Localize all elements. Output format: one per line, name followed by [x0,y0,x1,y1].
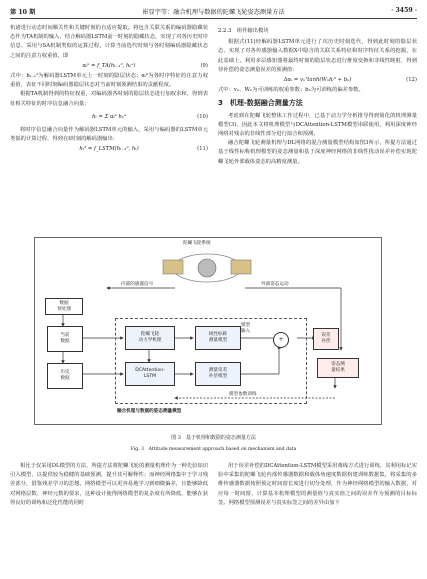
label-model-training: 模型参数训练 [229,392,257,397]
paragraph: 将时序信息融合向量作为解码器LSTM单元的输入，采用与编码器的LSTM单元类似的计算过程，得到在t时刻的解码器输出： [10,127,208,143]
equation-12: Δαᵢ = vₙᵀtanh(Wₙhₜᵈ + bₙ) (12) [283,77,417,84]
running-title: 崔显宇等：融合机理与数据的陀螺飞轮姿态测量方法 [142,9,285,16]
paragraph: 机诸进行动态时间顺关性和关键时刻的自适应提取。将包含关联关系的编码器隐藏状态作为TA机制的输入，结合解码器LSTM前一时刻的隐藏状态，实现了对各历史时序信息、采用与SA机制类似的运算过程，计算当前选代时刻与各时刻编码器隐藏状态之间的注意力权重值，即 [10,25,208,59]
label-fusion-framework: 融合机理与数据的姿态测量模型 [117,409,182,414]
figure-caption-en: Fig. 3 Attitude measurement approach based on mechanism and data [130,447,297,452]
label-internal-sensors: 内部的感器信号 [121,282,154,287]
label-gyroflywheel-system: 陀螺飞轮系统 [183,241,211,246]
right-column-bottom [218,462,417,508]
page-number: · 3459 · [391,7,417,14]
box-dcattention-lstm: DCAttention- LSTM [125,362,175,386]
summation-node: + [273,332,289,348]
box-history-data: 历史 数据 [47,363,83,389]
paragraph: 融合陀螺飞轮测量机理与DL网络的混合测量模型结构如图3所示，所提方法通过基于线性标称机理模型的姿态测量和基于深度神经网络的非线性扰动误差补偿实现陀螺飞轮外部载体姿态的高精度测量。 [218,140,417,165]
figure-3-diagram [34,237,382,425]
box-gyroflywheel-mechanism: 陀螺飞轮 动力学机理 [125,326,175,350]
box-error-compensation: 误差 补偿 [313,328,339,350]
paragraph: 式中：vₙ、Wₙ为可训练的权重参数；bₙ为可训练的偏差参数。 [218,87,364,94]
figure-caption-cn: 图 3 基于机理和数据的姿态测量方法 [171,435,256,441]
paragraph: 根据TA机制得到的特征权重，对编码器各时刻的隐层状态进行加权求和，得到表征相关特征的时序信息融合向量： [10,91,208,107]
paragraph: 根据式(11)经解码器LSTM单元进行了次历史时刻迭代，得到此时刻的隐层状态，实现了对各传感器输入数据X中隐含的关联关系特征和时序特征关系的挖掘，在此基础上，利用多层感知器将最终时刻的隐层状态进行维度变换和非线性映射，得到待补偿的姿态测量误差的预测值： [218,39,417,73]
left-column-top [10,24,208,156]
paragraph: 考虑到在陀螺飞轮整体工作过程中，已基于动力学分析推导得到简化的机理测量模型(3)，因此本文将机理模型与DCAttention-LSTM模型串联使用，利用深度神经网络对残余的非线性部分进行拟合和预测。 [218,112,417,138]
equation-10: hₜ = Σ αₜᵏ hₖᵉ (10) [92,113,208,120]
box-linear-nominal-model: 线性标称 测量模型 [195,326,241,350]
paragraph: 式中：hₜ₋₁ᵈ为解码器LSTM单元上一时刻的隐层状态；αₜᵏ为各时序特征的注意力权重值，表征不同时刻编码器隐层状态对当前时刻预测结果的贡献程度。 [10,73,208,89]
right-column-top [218,24,417,167]
paragraph: 用于误差补偿的DCAttention-LSTM模型采用离线方式进行训练，其利用标记实验中采集的陀螺飞轮内部传感器数据和载体角速度数据构建训练数据集，将采集的多维传感器数据按照预定时间窗长度进行切分处理，作为神经网络模型的输入数据，对应每一时间窗，计算基本机理模型的测量值与真实值之间的误差作为预测的目标标签。网络模型预测误差与真实标签之间的差异由加下 [218,463,417,506]
issue-number: 第 10 期 [10,9,36,16]
label-external-motion: 外部姿态运动 [261,282,289,287]
box-data-preprocessing: 数据 预处理 [45,298,83,315]
left-column-bottom [10,462,208,508]
label-model-input: 模型 输入 [241,323,251,334]
section-heading: 3 机理-数据融合测量方法 [218,99,303,108]
box-error-compensation-model: 测量误差 补偿模型 [195,362,241,386]
box-current-data: 当前 数据 [47,326,83,352]
subsection-heading: 2.2.3 组件输出模块 [218,28,269,34]
running-header [10,6,417,19]
equation-11: hₜᵈ = f_LSTM(hₜ₋₁ᵈ, hₜ) (11) [79,146,208,153]
paragraph: 相比于仅采用DL模型的方法，所提方法将陀螺飞轮的测量机理作为一种先验知识引入模型，以提供较为稳健的基础预测，提升其可解释性；而神经网络集中于学习残差部分，借鉴残差学习的思想，网络模型可以更容易地学习到细微偏差，且能够降低对网络层数、神经元数的要求，这种设计使得网络模型的复杂度有所降低，能够在获得良好的训练和泛化性能的同时 [10,463,208,506]
equation-9: αₜᵏ = f_TA(hₜ₋₁ᵈ, hₖᵉ) (9) [82,62,208,69]
box-attitude-result: 姿态测 量结果 [317,358,359,378]
